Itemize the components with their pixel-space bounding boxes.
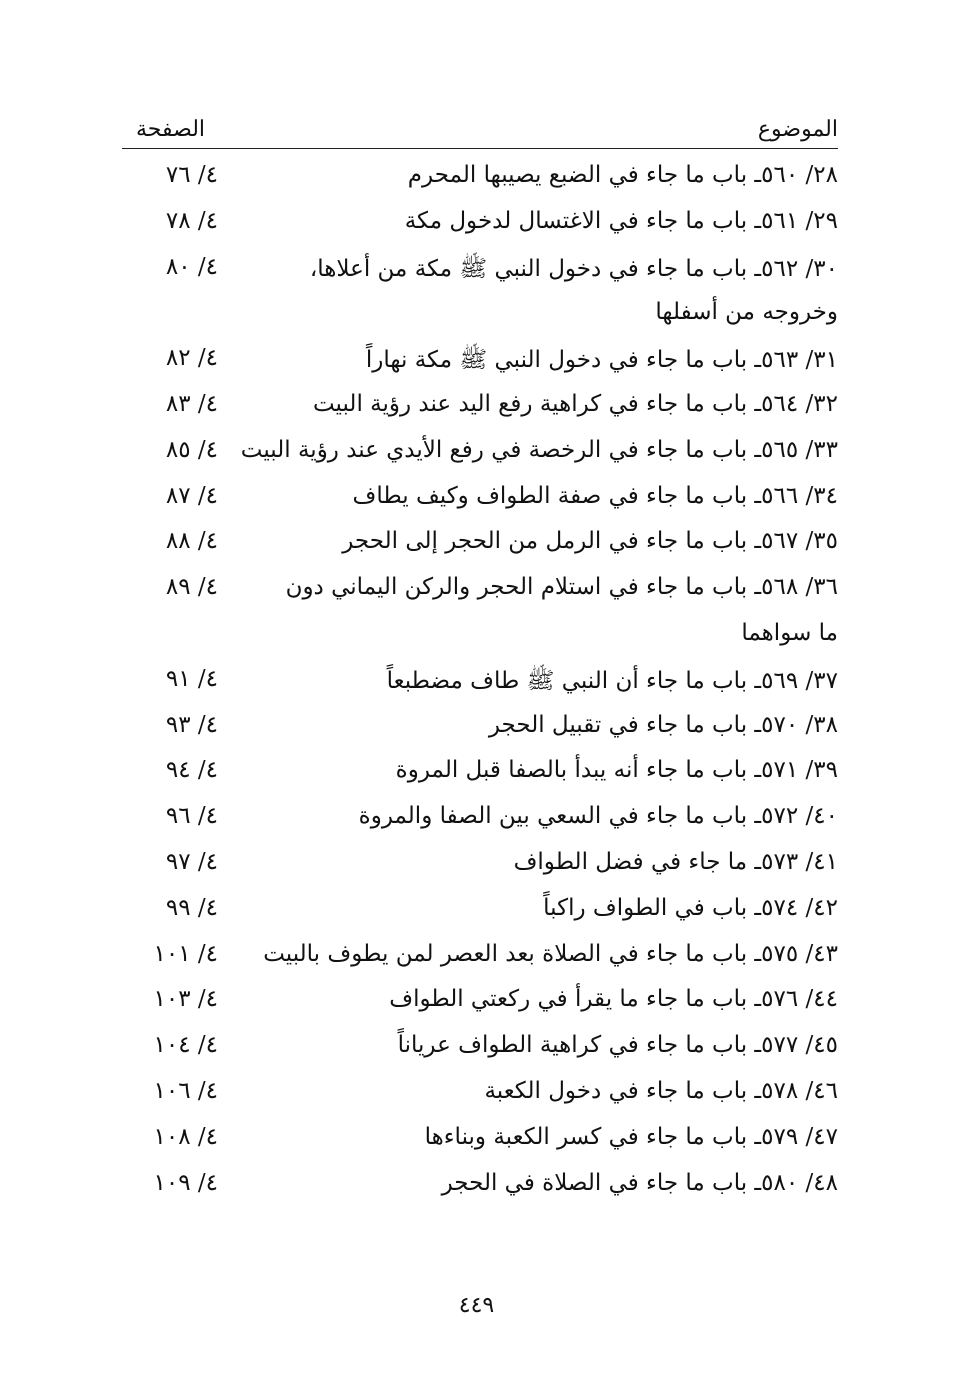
toc-entry-page: ٤/ ٨٢ (165, 345, 218, 372)
toc-entry-title: ٣٨/ ٥٧٠ـ باب ما جاء في تقبيل الحجر (488, 711, 838, 738)
toc-entry-page: ٤/ ٨٣ (165, 390, 218, 417)
toc-entry-page: ٤/ ٩٤ (165, 757, 218, 784)
toc-entry-page: ٤/ ١٠٦ (153, 1077, 218, 1104)
toc-entry-page: ٤/ ٨٩ (165, 574, 218, 601)
toc-entry-title: وخروجه من أسفلها (655, 299, 838, 326)
toc-row (122, 524, 838, 570)
toc-entry-page: ٤/ ١٠١ (153, 940, 218, 967)
toc-row (122, 204, 838, 250)
toc-row (122, 845, 838, 891)
toc-entry-page: ٤/ ١٠٣ (153, 986, 218, 1013)
toc-entry-title: ٤٢/ ٥٧٤ـ باب في الطواف راكباً (543, 894, 838, 921)
toc-entry-page: ٤/ ٨٧ (165, 482, 218, 509)
toc-entry-title: ٢٩/ ٥٦١ـ باب ما جاء في الاغتسال لدخول مكة (404, 207, 838, 234)
toc-row (122, 662, 838, 708)
toc-entry-page: ٤/ ٩٩ (165, 894, 218, 921)
toc-entry-page: ٤/ ٧٨ (165, 207, 218, 234)
topic-column-label: الموضوع (757, 117, 838, 142)
toc-row (122, 570, 838, 616)
toc-row (122, 341, 838, 387)
toc-entry-title: ٣٠/ ٥٦٢ـ باب ما جاء في دخول النبي ﷺ مكة من أعلاها، (309, 255, 838, 282)
page-column-label: الصفحة (136, 117, 206, 142)
toc-entry-title: ٤٧/ ٥٧٩ـ باب ما جاء في كسر الكعبة وبناءها (424, 1123, 838, 1150)
toc-row (122, 937, 838, 983)
toc-entry-title: ٤١/ ٥٧٣ـ ما جاء في فضل الطواف (513, 848, 838, 875)
toc-row (122, 799, 838, 845)
toc-entry-page: ٤/ ١٠٨ (153, 1123, 218, 1150)
toc-entry-page: ٤/ ٨٥ (165, 436, 218, 463)
toc-row (122, 1028, 838, 1074)
toc-row (122, 433, 838, 479)
toc-entry-title: ٤٦/ ٥٧٨ـ باب ما جاء في دخول الكعبة (484, 1077, 838, 1104)
toc-row-continuation (122, 295, 838, 341)
toc-entry-page: ٤/ ٨٨ (165, 528, 218, 555)
toc-entry-title: ٣٢/ ٥٦٤ـ باب ما جاء في كراهية رفع اليد عند رؤية البيت (312, 390, 838, 417)
toc-entry-title: ٤٣/ ٥٧٥ـ باب ما جاء في الصلاة بعد العصر لمن يطوف بالبيت (263, 940, 838, 967)
toc-entry-page: ٤/ ٩١ (165, 665, 218, 692)
toc-entry-title: ٣٩/ ٥٧١ـ باب ما جاء أنه يبدأ بالصفا قبل المروة (395, 757, 838, 784)
toc-row (122, 250, 838, 296)
toc-entry-title: ٣٧/ ٥٦٩ـ باب ما جاء أن النبي ﷺ طاف مضطبعاً (386, 667, 838, 694)
toc-entry-title: ٤٥/ ٥٧٧ـ باب ما جاء في كراهية الطواف عرياناً (397, 1032, 838, 1059)
toc-row (122, 891, 838, 937)
toc-entry-page: ٤/ ٧٦ (165, 162, 218, 188)
toc-list (122, 158, 838, 1211)
toc-row (122, 158, 838, 204)
toc-entry-title: ٣٤/ ٥٦٦ـ باب ما جاء في صفة الطواف وكيف يطاف (352, 482, 838, 509)
toc-entry-title: ٣١/ ٥٦٣ـ باب ما جاء في دخول النبي ﷺ مكة نهاراً (365, 347, 838, 374)
toc-row (122, 479, 838, 525)
toc-entry-title: ٤٨/ ٥٨٠ـ باب ما جاء في الصلاة في الحجر (441, 1169, 838, 1196)
toc-entry-page: ٤/ ٩٦ (165, 803, 218, 830)
toc-entry-page: ٤/ ٩٧ (165, 848, 218, 875)
toc-entry-page: ٤/ ٨٠ (165, 253, 218, 280)
toc-row (122, 387, 838, 433)
toc-row (122, 708, 838, 754)
toc-entry-title: ٣٣/ ٥٦٥ـ باب ما جاء في الرخصة في رفع الأيدي عند رؤية البيت (240, 436, 838, 463)
toc-entry-title: ٣٥/ ٥٦٧ـ باب ما جاء في الرمل من الحجر إلى الحجر (342, 528, 838, 555)
toc-entry-page: ٤/ ١٠٤ (153, 1032, 218, 1059)
toc-entry-title: ٤٤/ ٥٧٦ـ باب ما جاء ما يقرأ في ركعتي الطواف (389, 986, 838, 1013)
toc-row (122, 1074, 838, 1120)
toc-entry-title: ٣٦/ ٥٦٨ـ باب ما جاء في استلام الحجر والركن اليماني دون (285, 574, 838, 601)
toc-row-continuation (122, 616, 838, 662)
toc-row (122, 753, 838, 799)
toc-entry-page: ٤/ ٩٣ (165, 711, 218, 738)
toc-entry-title: ما سواهما (741, 619, 838, 646)
toc-entry-title: ٤٠/ ٥٧٢ـ باب ما جاء في السعي بين الصفا والمروة (358, 803, 838, 830)
page-number: ٤٤٩ (458, 1293, 495, 1318)
toc-row (122, 1166, 838, 1212)
toc-entry-page: ٤/ ١٠٩ (153, 1169, 218, 1196)
toc-row (122, 1120, 838, 1166)
table-header (122, 108, 838, 149)
toc-entry-title: ٢٨/ ٥٦٠ـ باب ما جاء في الضبع يصيبها المحرم (407, 162, 838, 188)
toc-row (122, 982, 838, 1028)
